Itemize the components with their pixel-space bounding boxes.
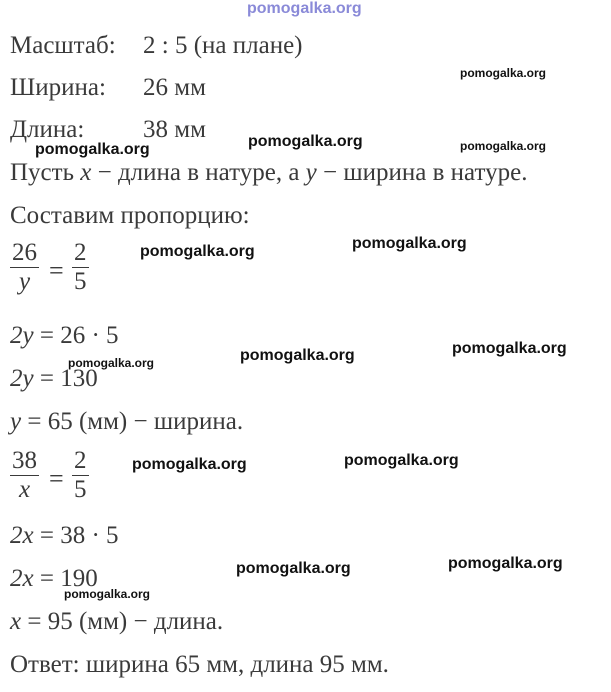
scale-value: 2 : 5 (на плане)	[143, 32, 303, 59]
watermark: pomogalka.org	[352, 235, 467, 252]
watermark: pomogalka.org	[460, 66, 547, 80]
equation-1-rhs: = 26 · 5	[33, 322, 119, 349]
fraction-1-right	[72, 239, 89, 296]
watermark: pomogalka.org	[68, 356, 155, 370]
equation-4-rhs: = 38 · 5	[33, 522, 119, 549]
watermark: pomogalka.org	[344, 452, 459, 469]
length-label: Длина:	[10, 116, 85, 143]
fraction-2-denominator: x	[10, 475, 39, 504]
scale-line	[10, 31, 303, 61]
watermark: pomogalka.org	[240, 347, 355, 364]
fraction-1-right-numerator: 2	[74, 239, 87, 266]
let-y: y	[305, 159, 317, 186]
equation-1-lhs: 2y	[10, 322, 34, 349]
fraction-2-right-denominator: 5	[74, 476, 87, 503]
equation-4-lhs: 2x	[10, 522, 34, 549]
let-statement	[10, 158, 527, 188]
proportion-heading: Составим пропорцию:	[10, 202, 250, 229]
let-prefix: Пусть	[10, 159, 81, 186]
fraction-2-right	[72, 447, 89, 504]
watermark: pomogalka.org	[460, 139, 547, 153]
fraction-1-right-denominator: 5	[74, 268, 87, 295]
equation-3-lhs: y	[10, 408, 22, 435]
equation-1	[10, 321, 119, 351]
equation-3-rhs: = 65 (мм) − ширина.	[21, 408, 244, 435]
fraction-2-equals: =	[49, 464, 64, 493]
fraction-2-right-numerator: 2	[74, 447, 87, 474]
equation-5-rhs: = 190	[33, 565, 98, 592]
fraction-2-numerator: 38	[12, 447, 37, 474]
watermark: pomogalka.org	[248, 133, 363, 150]
equation-6-lhs: x	[10, 608, 22, 635]
fraction-1-equals: =	[49, 256, 64, 285]
scale-label: Масштаб:	[10, 32, 116, 59]
site-watermark-top: pomogalka.org	[247, 0, 362, 17]
fraction-2-left	[10, 447, 39, 504]
fraction-1-left	[10, 239, 39, 296]
length-value: 38 мм	[143, 116, 206, 143]
equation-3	[10, 407, 243, 437]
equation-6	[10, 607, 223, 637]
fraction-1-numerator: 26	[12, 239, 37, 266]
watermark: pomogalka.org	[64, 587, 151, 601]
equation-2-rhs: = 130	[33, 365, 98, 392]
equation-2-lhs: 2y	[10, 365, 34, 392]
watermark: pomogalka.org	[448, 555, 563, 572]
fraction-1-denominator: y	[10, 267, 39, 296]
let-suffix: − ширина в натуре.	[316, 159, 528, 186]
let-mid: − длина в натуре, а	[91, 159, 306, 186]
width-value: 26 мм	[143, 74, 206, 101]
watermark: pomogalka.org	[35, 141, 150, 158]
watermark: pomogalka.org	[236, 560, 351, 577]
let-x: x	[80, 159, 92, 186]
watermark: pomogalka.org	[132, 456, 247, 473]
width-line	[10, 73, 206, 103]
watermark: pomogalka.org	[452, 340, 567, 357]
answer-line: Ответ: ширина 65 мм, длина 95 мм.	[10, 651, 389, 678]
equation-6-rhs: = 95 (мм) − длина.	[21, 608, 224, 635]
watermark: pomogalka.org	[140, 243, 255, 260]
equation-4	[10, 521, 119, 551]
width-label: Ширина:	[10, 74, 106, 101]
equation-5-lhs: 2x	[10, 565, 34, 592]
